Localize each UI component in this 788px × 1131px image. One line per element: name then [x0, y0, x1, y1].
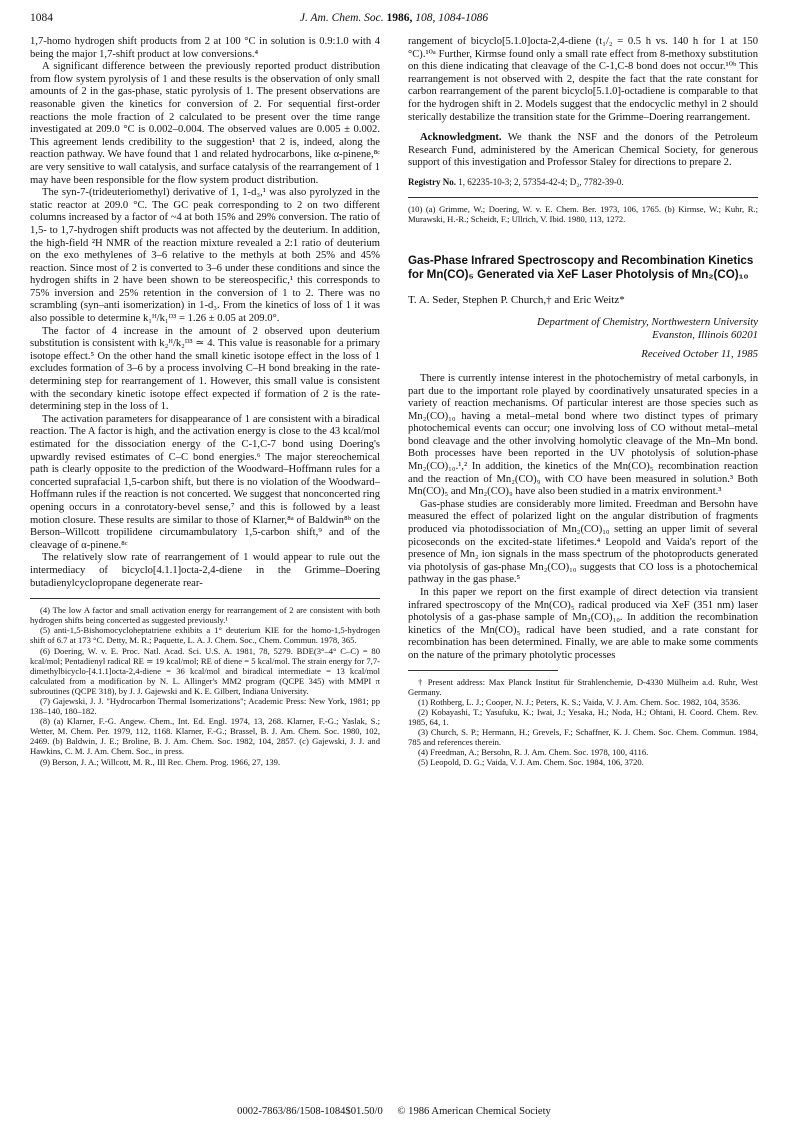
- footnote: † Present address: Max Planck Institut für Strahlenchemie, D-4330 Mülheim a.d. Ruhr, West Germany.: [408, 676, 758, 697]
- footnote-divider: [408, 197, 758, 198]
- footer-code: 0002-7863/86/1508-1084$01.50/0: [237, 1106, 383, 1117]
- footnote-divider: [408, 670, 558, 671]
- footnote: (5) anti-1,5-Bishomocycloheptatriene exhibits a 1° deuterium KIE for the homo-1,5-hydrogen shift of 6.7 at 173 °C. Detty, M. R.; Paquette, L. A. J. Chem. Soc., Chem. Commun. 1978, 365.: [30, 625, 380, 646]
- affiliation-line-1: Department of Chemistry, Northwestern University: [536, 316, 758, 329]
- acknowledgment-text: We thank the NSF and the donors of the Petroleum Research Fund, administered by the American Chemical Society, for generous support of this investigation and Professor Staley for directions to prepare 2.: [408, 132, 758, 169]
- page-range: 1084-1086: [438, 12, 489, 24]
- registry-text: 1, 62235-10-3; 2, 57354-42-4; D₂, 7782-39-0.: [458, 176, 624, 187]
- footnote: (1) Rothberg, L. J.; Cooper, N. J.; Peters, K. S.; Vaida, V. J. Am. Chem. Soc. 1982, 104, 3536.: [418, 696, 741, 707]
- footnotes-left: [30, 605, 380, 767]
- body-paragraph: rangement of bicyclo[5.1.0]octa-2,4-diene (t₁/₂ = 0.5 h vs. 140 h for 1 at 150 °C).¹⁰ᵃ Further, Kirmse found only a small rate effect from 8-methoxy substitution on this diene indicating that cleavage of the C-1,C-8 bond does not occur.¹⁰ᵇ This rearrangement is not observed with 2, despite the fact that the rate constant for carbon rearrangement of the parent bicyclo[5.1.0]-octadiene is comparable to that for the hydrogen shift in 2. Models suggest that the endocyclic methyl in 2 should sterically destabilize the transition state for the Grimme–Doering rearrangement.: [408, 36, 758, 123]
- footnote: (2) Kobayashi, T.; Yasufuku, K.; Iwai, J.; Yesaka, H.; Noda, H.; Ohtani, H. Coord. Chem. Rev. 1985, 64, 1.: [408, 706, 758, 727]
- body-paragraph: In this paper we report on the first example of direct detection via transient infrared spectroscopy of the Mn(CO)₅ radical produced via XeF (351 nm) laser photolysis of a gas-phase sample of Mn₂(CO)₁₀. In addition the recombination kinetics of the Mn(CO)₅ radical have been studied, and a rate constant for recombination has been determined. Finally, we are able to make some comments on the nature of the primary photolytic processes: [408, 587, 758, 661]
- right-column: [408, 36, 758, 767]
- page-footer: [0, 1106, 788, 1117]
- body-paragraph: The relatively slow rate of rearrangement of 1 would appear to rule out the intermediacy of bicyclo[4.1.1]octa-2,4-diene in the Grimme–Doering butadienylcyclopropane degenerate rear-: [30, 552, 380, 589]
- footnote: (4) The low A factor and small activation energy for rearrangement of 2 are consistent with both hydrogen shifts being concerted as suggested previously.¹: [30, 605, 380, 626]
- body-paragraph: The syn-7-(trideuteriomethyl) derivative of 1, 1-d₃,¹ was also pyrolyzed in the static reactor at 209.0 °C. The GC peak corresponding to 2 on two different columns increased by a factor of ~4 at both 15% and 29% conversion. The ratio of 1,5- to 1,7-hydrogen shift products was not affected by the deuterium. In addition, the high-field ²H NMR of the reaction mixture revealed a 2:1 ratio of deuterium on the exo methylenes of 3–6 relative to the methyls at both 25% and 45% reaction. Since most of 2 is converted to 3–6 under these conditions and since the hydrogen shifts in 2 have been shown to be stereospecific,¹ this corresponds to 75% inversion and 25% retention in the conversion of 1 to 2. There was no scrambling (syn–anti isomerization) in 1-d₃. From the kinetics of loss of 1 it was also possible to determine k₁ᴴ/k₁ᴰ³ = 1.26 ± 0.05 at 209.0°.: [30, 187, 380, 325]
- body-paragraph: The activation parameters for disappearance of 1 are consistent with a biradical reaction. The A factor is high, and the activation energy is close to the 43 kcal/mol estimated for the dissociation energy of the C-1,C-7 bond using Doering's upwardly revised estimates of C–C bond energies.⁶ The major stereochemical path is clearly opposite to the prediction of the Woodward–Hoffmann rules for a concerted suprafacial 1,5-carbon shift, but there is no violation of the Woodward–Hoffmann rules if the reaction is not concerted. We suggest that nonconcerted ring opening occurs in a conrotatory-bevel sense,⁷ and this is followed by a least motion closure. These results are similar to those of Klarner,⁸ᵃ of Baldwin⁸ᵇ on the Berson–Willcott tropilidene circumambulatory 1,5-carbon shift,⁹ and of the cleavage of α-pinene.⁸ᶜ: [30, 413, 380, 551]
- running-head: [30, 12, 758, 24]
- article-title: Gas-Phase Infrared Spectroscopy and Recombination Kinetics for Mn(CO)₅ Generated via XeF Laser Photolysis of Mn₂(CO)₁₀: [408, 253, 754, 281]
- left-column: [30, 36, 380, 767]
- affiliation-line-2: Evanston, Illinois 60201: [652, 329, 758, 342]
- footnote: (3) Church, S. P.; Hermann, H.; Grevels, F.; Schaffner, K. J. Chem. Soc. Chem. Commun. 1984, 785 and references therein.: [408, 727, 758, 748]
- footnote: (7) Gajewski, J. J. "Hydrocarbon Thermal Isomerizations"; Academic Press: New York, 1981; pp 138–140, 180–182.: [30, 695, 380, 717]
- page-number: 1084: [30, 12, 53, 24]
- acknowledgment-label: Acknowledgment.: [420, 132, 502, 144]
- footnotes-right: [408, 677, 758, 768]
- journal-year: 1986,: [386, 12, 413, 24]
- received-date: Received October 11, 1985: [641, 348, 758, 361]
- acknowledgment: [408, 132, 758, 170]
- footnote: (9) Berson, J. A.; Willcott, M. R., III Rec. Chem. Prog. 1966, 27, 139.: [40, 756, 281, 767]
- body-paragraph: Gas-phase studies are considerably more limited. Freedman and Bersohn have measured the effect of polarized light on the angular distribution of fragments produced via photodissociation of Mn₂(CO)₁₀ setting an upper limit of several picoseconds on the excited-state lifetimes.⁴ Leopold and Vaida's report of the presence of Mn₂ ion signals in the mass spectrum of the photoproducts generated via photolysis of gas-phase Mn₂(CO)₁₀ suggests that CO loss is a photochemical pathway in the gas phase.⁵: [408, 498, 758, 586]
- journal-name: J. Am. Chem. Soc.: [299, 12, 384, 24]
- page-header: [30, 12, 758, 30]
- registry-label: Registry No.: [408, 176, 456, 187]
- footnote: (8) (a) Klarner, F.-G. Angew. Chem., Int. Ed. Engl. 1974, 13, 268. Klarner, F.-G.; Yaslak, S.; Wetter, M. Chem. Per. 1979, 112, 1168. Klarner, F.-G.; Brassel, B. J. Am. Chem. Soc. 1980, 102, 2469. (b) Baldwin, J. E.; Broline, B. J. Am. Chem. Soc. 1982, 104, 2857. (c) Gajewski, J. J. and Hawkins, C. M. J. Am. Chem. Soc., in press.: [30, 716, 380, 757]
- footnote: (5) Leopold, D. G.; Vaida, V. J. Am. Chem. Soc. 1984, 106, 3720.: [418, 757, 644, 768]
- journal-volume: 108,: [415, 12, 436, 24]
- footnote-divider: [30, 598, 380, 599]
- footnote: (4) Freedman, A.; Bersohn, R. J. Am. Chem. Soc. 1978, 100, 4116.: [418, 747, 649, 758]
- article-authors: T. A. Seder, Stephen P. Church,† and Eric Weitz*: [408, 293, 625, 306]
- footnote-10: (10) (a) Grimme, W.; Doering, W. v. E. Chem. Ber. 1973, 106, 1765. (b) Kirmse, W.; Kuhr, R.; Murawski, H.-R.; Scheidt, F.; Ullrich, V. Ibid. 1980, 113, 1272.: [408, 203, 758, 224]
- body-paragraph: A significant difference between the previously reported product distribution from flow system pyrolysis of 1 and these results is the observation of only small amounts of 2 in the gas-phase, static pyrolysis of 1. The present observations are reasonable given the kinetics for conversion of 2. For sequential first-order reactions the mole fraction of 2 calculated to be present over the time range investigated at 209.0 °C is 0.002–0.004. The observed values are 0.005 ± 0.002. This agreement lends credibility to the suggestion¹ that 2 is, indeed, along the reaction pathway. We have found that 1 and related hydrocarbons, like α-pinene,⁸ᶜ are very sensitive to wall catalysis, and surface catalysis of the rearrangement of 1 may have been responsible for the flow system product distribution.: [30, 61, 380, 186]
- body-paragraph: The factor of 4 increase in the amount of 2 observed upon deuterium substitution is consistent with k₂ᴴ/k₂ᴰ³ ≃ 4. This value is reasonable for a primary isotope effect.⁵ On the other hand the small kinetic isotope effect in the loss of 1 excludes formation of 3–6 by a process involving C–H bond breaking in the rate-determining step for rearrangement of 1. However, this small value is consistent with the secondary kinetic isotope effect expected if formation of 2 is the rate-determining step in the loss of 1.: [30, 325, 380, 413]
- body-paragraph: There is currently intense interest in the photochemistry of metal carbonyls, in part due to the important role played by coordinatively unsaturated species in a variety of reaction mechanisms. Of particular interest are those species such as Mn₂(CO)₁₀ having a metal–metal bond where two distinct types of primary photochemical events can occur; one involving loss of CO without metal–metal bond cleavage and the other involving homolytic cleavage of the Mn–Mn bond. Both processes have been reported in the UV photolysis of solution-phase Mn₂(CO)₁₀.¹,² In addition, the kinetics of the Mn(CO)₅ recombination reaction and the reaction of Mn₂(CO)₉ with CO have been measured in solution.³ Both Mn(CO)₅ and Mn₂(CO)₉ have also been studied in a matrix environment.³: [408, 372, 758, 498]
- footer-copyright: © 1986 American Chemical Society: [397, 1106, 551, 1117]
- registry-numbers: [408, 176, 758, 189]
- footnote: (6) Doering, W. v. E. Proc. Natl. Acad. Sci. U.S. A. 1981, 78, 5279. BDE(3°–4° C–C) = 80 kcal/mol; Pentadienyl radical RE ≃ 19 kcal/mol; RE of diene = 5 kcal/mol. The strain energy for 7,7-dimethylbicyclo-[4.1.1]octa-2,4-diene = 36 kcal/mol and biradical intermediate = 13 kcal/mol calculated from a modification by N. L. Allinger's MM2 program (QCPE 345) with MMPI π subroutines (QCPE 318), by J. J. Gajewski and K. E. Gilbert, Indiana University.: [30, 645, 380, 696]
- affiliation: [408, 316, 758, 342]
- body-paragraph: 1,7-homo hydrogen shift products from 2 at 100 °C in solution is 0.9:1.0 with 4 being the major 1,7-shift product at low conversions.⁴: [30, 36, 380, 60]
